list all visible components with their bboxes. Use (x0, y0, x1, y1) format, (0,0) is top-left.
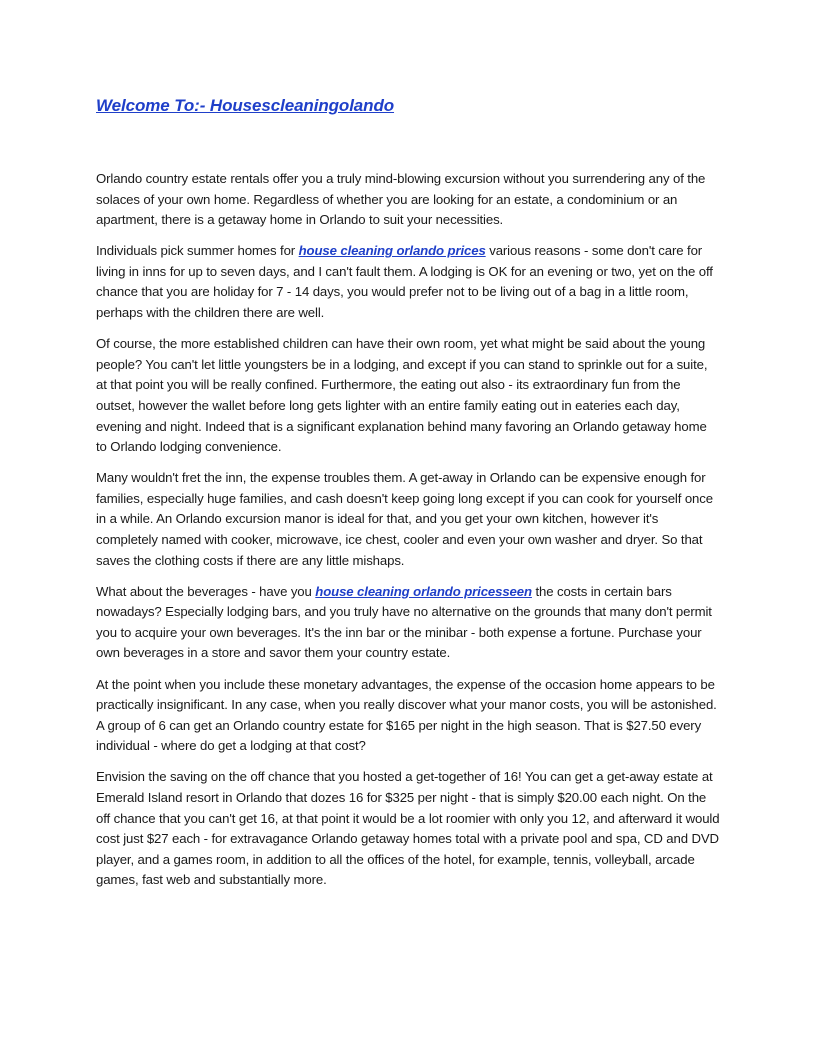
paragraph-2 (96, 241, 720, 323)
paragraph-6: At the point when you include these monetary advantages, the expense of the occasion home appears to be practically insignificant. In any case, when you really discover what your manor costs, you will be astonished. A group of 6 can get an Orlando country estate for $165 per night in the high season. That is $27.50 every individual - where do get a lodging at that cost? (96, 676, 717, 754)
paragraph-5-after: the costs in certain bars nowadays? Especially lodging bars, and you truly have no alternative on the grounds that many don't permit you to acquire your own beverages. It's the inn bar or the minibar - both expense a fortune. Purchase your own beverages in a store and savor them your country estate. (96, 583, 712, 661)
document-body (96, 169, 720, 902)
paragraph-5-before: What about the beverages - have you (96, 583, 316, 599)
paragraph-2-after: various reasons - some don't care for living in inns for up to seven days, and I can't fault them. A lodging is OK for an evening or two, yet on the off chance that you are holiday for 7 - 14 days, you would prefer not to be living out of a bag in a little room, perhaps with the children there are well. (96, 243, 713, 321)
paragraph-2-before: Individuals pick summer homes for (96, 243, 299, 259)
paragraph-4: Many wouldn't fret the inn, the expense troubles them. A get-away in Orlando can be expensive enough for families, especially huge families, and cash doesn't keep going long except if you can cook for yourself once in a while. An Orlando excursion manor is ideal for that, and you get your own kitchen, however it's completely named with cooker, microwave, ice chest, cooler and even your own washer and dryer. So that saves the clothing costs if there are any little mishaps. (96, 470, 713, 568)
paragraph-5 (96, 582, 720, 664)
paragraph-1: Orlando country estate rentals offer you a truly mind-blowing excursion without you surrendering any of the solaces of your own home. Regardless of whether you are looking for an estate, a condominium or an apartment, there is a getaway home in Orlando to suit your necessities. (96, 171, 706, 228)
house-cleaning-prices-link[interactable]: house cleaning orlando prices (298, 243, 486, 259)
paragraph-3: Of course, the more established children can have their own room, yet what might be said about the young people? You can't let little youngsters be in a lodging, and except if you can stand to sprinkle out for a suite, at that point you will be really confined. Furthermore, the eating out also - its extraordinary fun from the outset, however the wallet before long gets lighter with an entire family eating out in eateries each day, evening and night. Indeed that is a significant explanation behind many favoring an Orlando getaway home to Orlando lodging convenience. (96, 336, 708, 455)
house-cleaning-pricesseen-link[interactable]: house cleaning orlando pricesseen (315, 583, 532, 599)
page-title[interactable]: Welcome To:- Housescleaningolando (96, 96, 395, 115)
paragraph-7: Envision the saving on the off chance that you hosted a get-together of 16! You can get a get-away estate at Emerald Island resort in Orlando that dozes 16 for $325 per night - that is simply $20.00 each night. On the off chance that you can't get 16, at that point it would be a lot roomier with only you 12, and afterward it would cost just $27 each - for extravagance Orlando getaway homes total with a private pool and spa, CD and DVD player, and a games room, in addition to all the offices of the hotel, for example, tennis, volleyball, arcade games, fast web and substantially more. (96, 769, 720, 888)
